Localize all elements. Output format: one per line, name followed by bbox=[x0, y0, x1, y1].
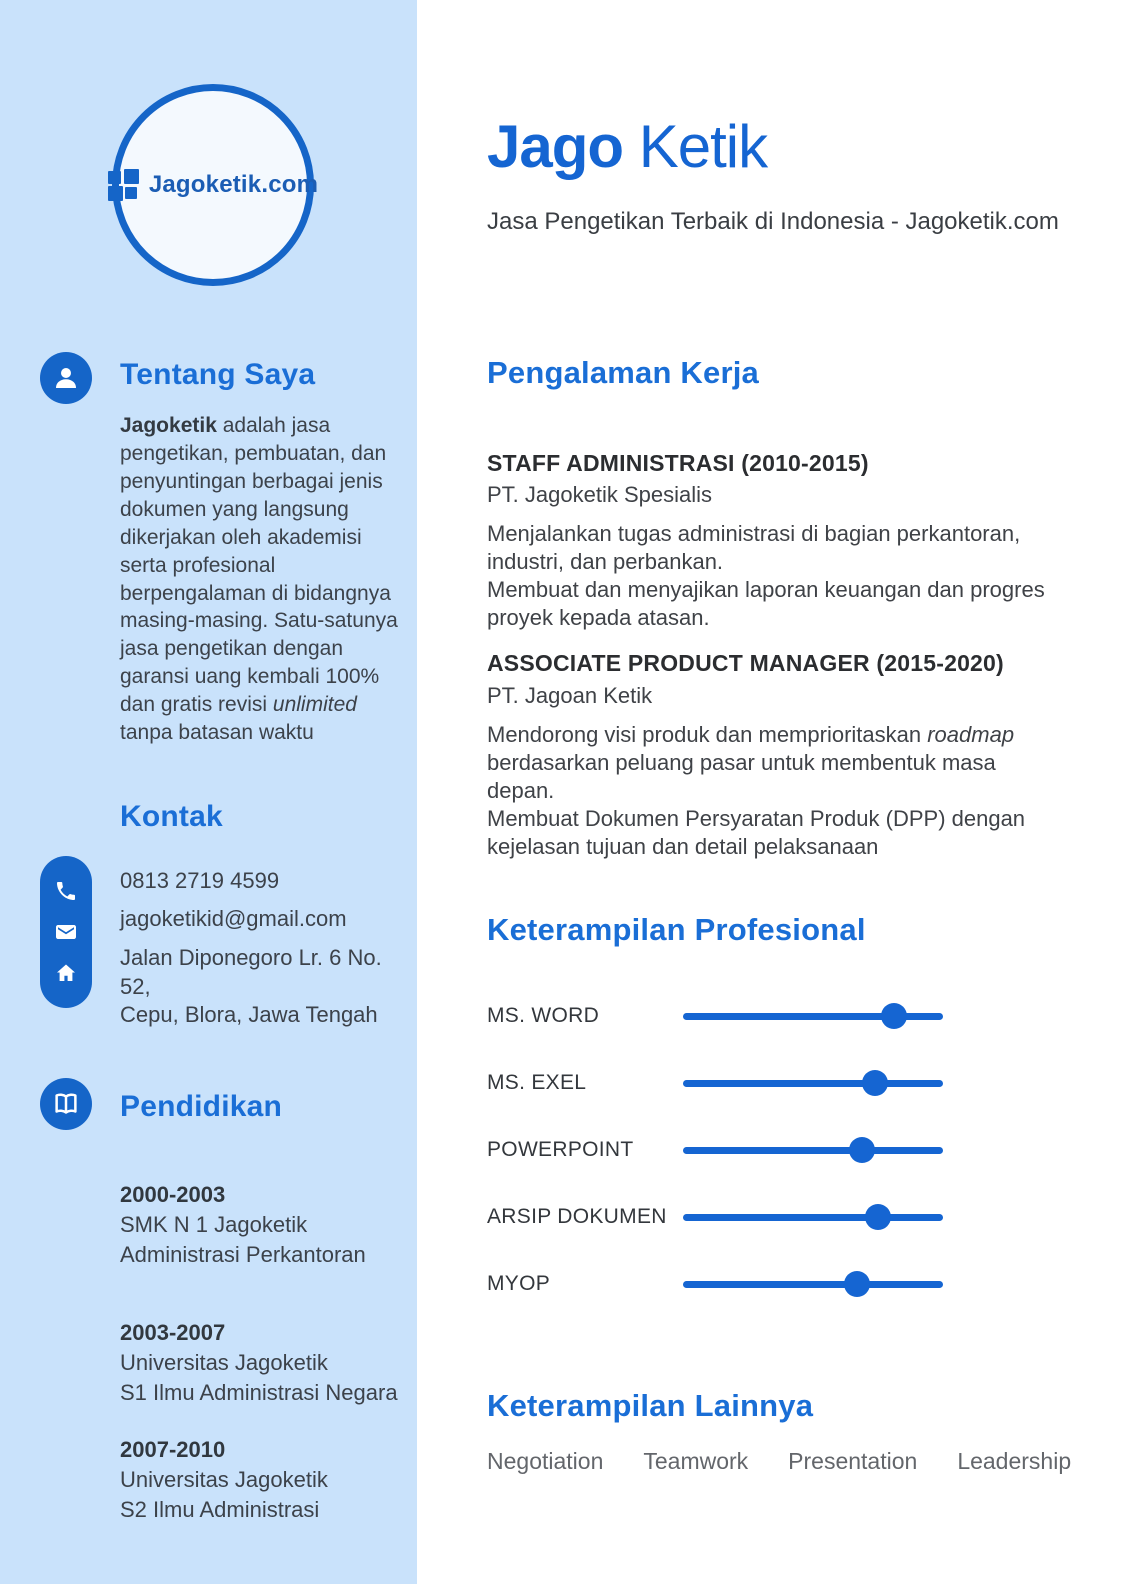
about-paragraph bbox=[120, 412, 408, 747]
experience-heading: Pengalaman Kerja bbox=[487, 355, 759, 390]
about-lead: Jagoketik bbox=[120, 414, 217, 437]
education-school: Universitas Jagoketik bbox=[120, 1467, 328, 1492]
job-description-line: Membuat Dokumen Persyaratan Produk (DPP) dengan kejelasan tujuan dan detail pelaksanaan bbox=[487, 806, 1026, 859]
education-school: Universitas Jagoketik bbox=[120, 1350, 328, 1375]
education-years: 2003-2007 bbox=[120, 1320, 226, 1345]
skill-label: MYOP bbox=[487, 1272, 551, 1295]
job-company: PT. Jagoketik Spesialis bbox=[487, 482, 712, 507]
contact-address-line2: Cepu, Blora, Jawa Tengah bbox=[120, 1002, 378, 1028]
education-heading: Pendidikan bbox=[120, 1090, 283, 1123]
contact-address bbox=[120, 944, 417, 1030]
contact-icons-pill bbox=[40, 856, 92, 1008]
skill-slider-track[interactable] bbox=[683, 1013, 943, 1020]
skill-label: MS. WORD bbox=[487, 1004, 600, 1027]
skill-row bbox=[487, 1134, 1090, 1166]
home-icon bbox=[54, 961, 78, 985]
skill-slider-knob[interactable] bbox=[881, 1003, 907, 1029]
skill-row bbox=[487, 1000, 1090, 1032]
job-title: STAFF ADMINISTRASI (2010-2015) bbox=[487, 450, 869, 476]
about-italic: unlimited bbox=[272, 693, 357, 717]
mail-icon bbox=[54, 920, 78, 944]
job-company: PT. Jagoan Ketik bbox=[487, 683, 653, 708]
education-program: S2 Ilmu Administrasi bbox=[120, 1497, 320, 1522]
skill-label: POWERPOINT bbox=[487, 1138, 634, 1161]
education-years: 2007-2010 bbox=[120, 1437, 226, 1462]
skill-slider-knob[interactable] bbox=[862, 1070, 888, 1096]
education-program: S1 Ilmu Administrasi Negara bbox=[120, 1380, 398, 1405]
skills-heading: Keterampilan Profesional bbox=[487, 912, 866, 947]
about-body-2: tanpa batasan waktu bbox=[120, 721, 314, 745]
phone-icon bbox=[54, 879, 78, 903]
book-icon bbox=[40, 1078, 92, 1130]
other-skills-heading: Keterampilan Lainnya bbox=[487, 1388, 814, 1423]
about-heading: Tentang Saya bbox=[120, 358, 316, 391]
skill-row bbox=[487, 1268, 1090, 1300]
job-description-italic: roadmap bbox=[927, 722, 1015, 747]
skill-slider-knob[interactable] bbox=[865, 1204, 891, 1230]
title-regular: Ketik bbox=[638, 113, 768, 180]
education-school: SMK N 1 Jagoketik bbox=[120, 1212, 308, 1237]
logo-squares-icon bbox=[108, 169, 140, 201]
job-description-line: Mendorong visi produk dan memprioritaskan roadmap berdasarkan peluang pasar untuk membentuk masa depan. bbox=[487, 722, 1015, 803]
job-description bbox=[487, 520, 1052, 632]
other-skills-list bbox=[487, 1448, 1071, 1475]
skill-slider-knob[interactable] bbox=[849, 1137, 875, 1163]
title-bold: Jago bbox=[487, 113, 624, 180]
skill-slider-track[interactable] bbox=[683, 1147, 943, 1154]
education-entry bbox=[120, 1318, 398, 1408]
skill-slider-track[interactable] bbox=[683, 1281, 943, 1288]
about-body-1: adalah jasa pengetikan, pembuatan, dan penyuntingan berbagai jenis dokumen yang langsung dikerjakan oleh akademisi serta profesional berpengalaman di bidangnya masing-masing. Satu-satunya jasa pengetikan dengan garansi uang kembali 100% dan gratis revisi bbox=[120, 414, 398, 717]
skill-label: ARSIP DOKUMEN bbox=[487, 1205, 667, 1228]
skill-slider-track[interactable] bbox=[683, 1080, 943, 1087]
education-years: 2000-2003 bbox=[120, 1182, 226, 1207]
education-entry bbox=[120, 1180, 366, 1270]
contact-heading: Kontak bbox=[120, 800, 223, 833]
job-description-line: Menjalankan tugas administrasi di bagian perkantoran, industri, dan perbankan. bbox=[487, 521, 1021, 574]
page-subtitle: Jasa Pengetikan Terbaik di Indonesia - Jagoketik.com bbox=[487, 208, 1059, 235]
skill-row bbox=[487, 1067, 1090, 1099]
logo-brand-text: Jagoketik.com bbox=[148, 171, 319, 198]
other-skill-item: Presentation bbox=[788, 1448, 918, 1474]
person-icon bbox=[40, 352, 92, 404]
skill-slider-track[interactable] bbox=[683, 1214, 943, 1221]
education-entry bbox=[120, 1435, 328, 1525]
contact-phone: 0813 2719 4599 bbox=[120, 868, 280, 893]
company-logo bbox=[112, 84, 319, 286]
skill-label: MS. EXEL bbox=[487, 1071, 587, 1094]
contact-address-line1: Jalan Diponegoro Lr. 6 No. 52, bbox=[120, 945, 382, 999]
page-title bbox=[487, 112, 767, 181]
job-title: ASSOCIATE PRODUCT MANAGER (2015-2020) bbox=[487, 650, 1004, 676]
sidebar bbox=[0, 0, 417, 1584]
contact-email: jagoketikid@gmail.com bbox=[120, 906, 347, 931]
job-description bbox=[487, 721, 1052, 861]
other-skill-item: Negotiation bbox=[487, 1448, 604, 1474]
education-program: Administrasi Perkantoran bbox=[120, 1242, 366, 1267]
skill-slider-knob[interactable] bbox=[844, 1271, 870, 1297]
job-description-line: Membuat dan menyajikan laporan keuangan dan progres proyek kepada atasan. bbox=[487, 577, 1045, 630]
other-skill-item: Leadership bbox=[957, 1448, 1072, 1474]
skill-row bbox=[487, 1201, 1090, 1233]
other-skill-item: Teamwork bbox=[643, 1448, 749, 1474]
